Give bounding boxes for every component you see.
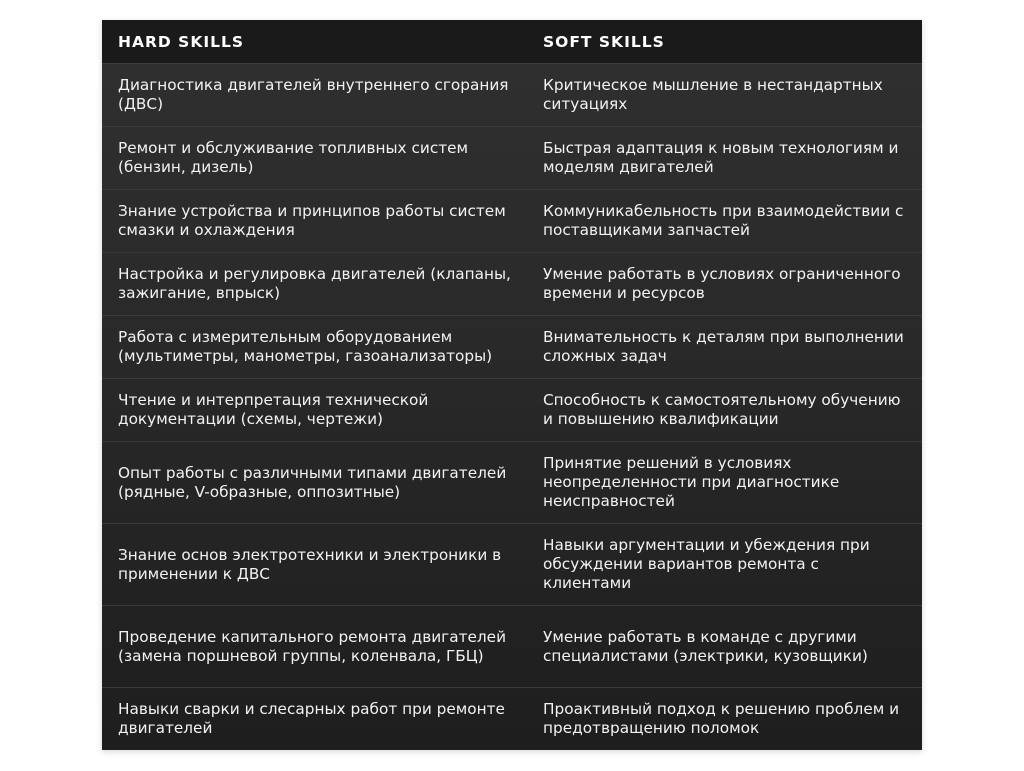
table-row xyxy=(102,524,922,606)
table-header-row xyxy=(102,20,922,64)
hard-skill-cell: Знание основ электротехники и электроники в применении к ДВС xyxy=(102,524,527,606)
table-row xyxy=(102,127,922,190)
table-row xyxy=(102,316,922,379)
table-row xyxy=(102,688,922,751)
hard-skill-cell: Проведение капитального ремонта двигателей (замена поршневой группы, коленвала, ГБЦ) xyxy=(102,606,527,688)
hard-skill-cell: Ремонт и обслуживание топливных систем (бензин, дизель) xyxy=(102,127,527,190)
hard-skill-cell: Чтение и интерпретация технической документации (схемы, чертежи) xyxy=(102,379,527,442)
soft-skill-cell: Умение работать в команде с другими специалистами (электрики, кузовщики) xyxy=(527,606,922,688)
skills-table xyxy=(102,20,922,750)
table-row xyxy=(102,253,922,316)
hard-skill-cell: Диагностика двигателей внутреннего сгорания (ДВС) xyxy=(102,64,527,127)
soft-skill-cell: Проактивный подход к решению проблем и предотвращению поломок xyxy=(543,700,900,737)
hard-skill-cell: Опыт работы с различными типами двигателей (рядные, V-образные, оппозитные) xyxy=(102,442,527,524)
soft-skill-cell: Способность к самостоятельному обучению и повышению квалификации xyxy=(527,379,922,442)
skills-table-container xyxy=(102,20,922,750)
hard-skill-cell: Знание устройства и принципов работы систем смазки и охлаждения xyxy=(102,190,527,253)
table-row xyxy=(102,606,922,688)
table-row xyxy=(102,64,922,127)
table-row xyxy=(102,190,922,253)
soft-skill-cell: Коммуникабельность при взаимодействии с поставщиками запчастей xyxy=(527,190,922,253)
soft-skill-cell: Принятие решений в условиях неопределенности при диагностике неисправностей xyxy=(527,442,922,524)
hard-skill-cell: Работа с измерительным оборудованием (мультиметры, манометры, газоанализаторы) xyxy=(102,316,527,379)
hard-skill-cell: Навыки сварки и слесарных работ при ремонте двигателей xyxy=(118,700,505,737)
soft-skill-cell: Критическое мышление в нестандартных ситуациях xyxy=(527,64,922,127)
soft-skill-cell: Умение работать в условиях ограниченного времени и ресурсов xyxy=(527,253,922,316)
table-row xyxy=(102,442,922,524)
soft-skill-cell: Быстрая адаптация к новым технологиям и моделям двигателей xyxy=(527,127,922,190)
hard-skill-cell: Настройка и регулировка двигателей (клапаны, зажигание, впрыск) xyxy=(102,253,527,316)
header-hard-skills: HARD SKILLS xyxy=(102,20,527,64)
soft-skill-cell: Внимательность к деталям при выполнении сложных задач xyxy=(527,316,922,379)
table-row xyxy=(102,379,922,442)
soft-skill-cell: Навыки аргументации и убеждения при обсуждении вариантов ремонта с клиентами xyxy=(527,524,922,606)
header-soft-skills: SOFT SKILLS xyxy=(527,20,922,64)
